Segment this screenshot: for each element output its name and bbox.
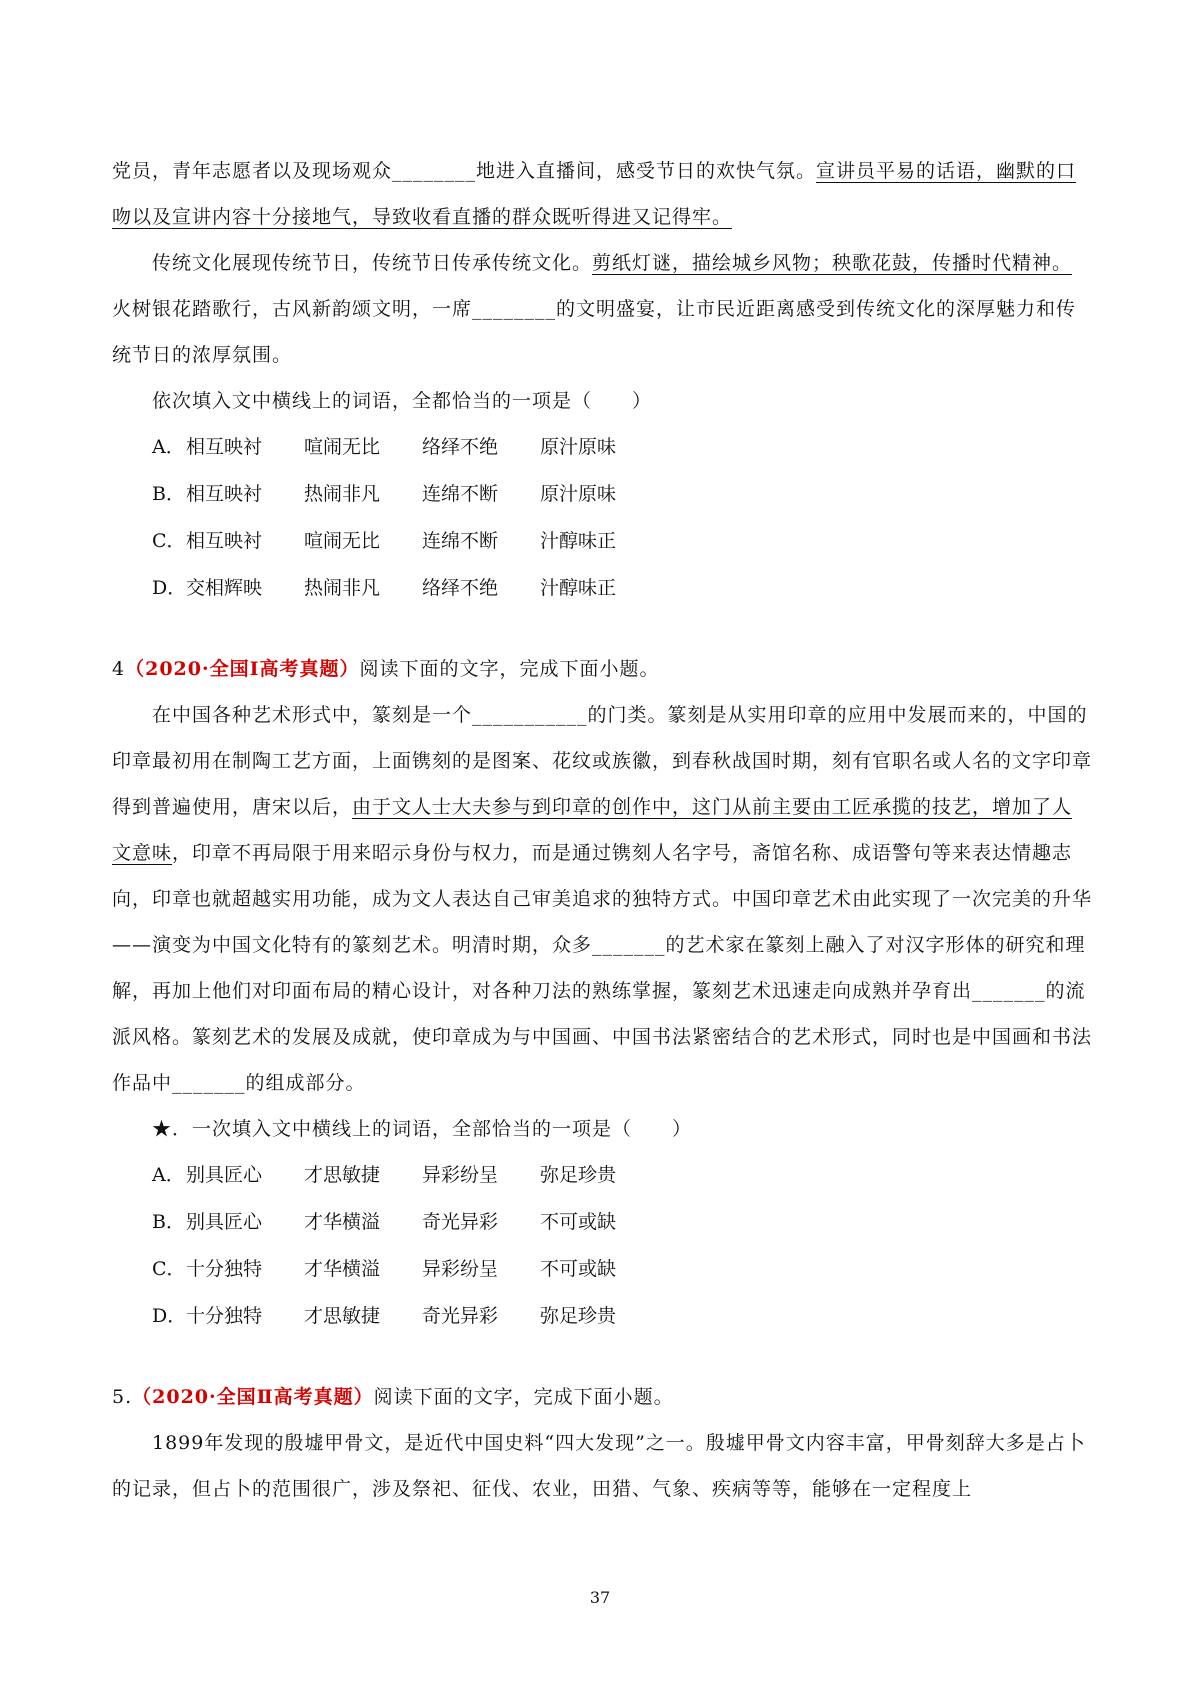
option-b: B．别具匠心 才华横溢 奇光异彩 不可或缺 [152,1211,617,1233]
question-4-prompt: ★．一次填入文中横线上的词语，全部恰当的一项是（ ） [152,1118,693,1140]
underlined-sentence: 宣讲员平易的话语，幽默的口吻以及宣讲内容十分接地气，导致收看直播的群众既听得进又记得牢。 [112,160,1077,228]
passage3-question: 依次填入文中横线上的词语，全都恰当的一项是（ ） [152,390,653,412]
underlined-sentence: 剪纸灯谜，描绘城乡风物；秧歌花鼓，传播时代精神。 [592,252,1073,274]
option-d: D．交相辉映 热闹非凡 络绎不绝 汁醇味正 [152,577,617,599]
option-a: A．相互映衬 喧闹无比 络绎不绝 原汁原味 [152,436,617,458]
passage3-paragraph-1: 党员，青年志愿者以及现场观众________地进入直播间，感受节日的欢快气氛。宣讲员平易的话语，幽默的口吻以及宣讲内容十分接地气，导致收看直播的群众既听得进又记得牢。 [112,160,1077,228]
option-c: C．十分独特 才华横溢 异彩纷呈 不可或缺 [152,1258,617,1280]
question-source: （2020·全国I高考真题） [125,658,360,680]
question-5-header: 5.（2020·全国Ⅱ高考真题）阅读下面的文字，完成下面小题。 [112,1386,674,1408]
passage3-paragraph-2: 传统文化展现传统节日，传统节日传承传统文化。剪纸灯谜，描绘城乡风物；秧歌花鼓，传播时代精神。火树银花踏歌行，古风新韵颂文明，一席________的文明盛宴，让市民近距离感受到传统文化的深厚魅力和传统节日的浓厚氛围。 [112,252,1077,366]
underlined-sentence: 由于文人士大夫参与到印章的创作中，这门从前主要由工匠承揽的技艺，增加了人文意味 [112,796,1073,864]
page-number: 37 [589,1588,611,1607]
option-d: D．十分独特 才思敏捷 奇光异彩 弥足珍贵 [152,1305,617,1327]
option-b: B．相互映衬 热闹非凡 连绵不断 原汁原味 [152,483,617,505]
option-c: C．相互映衬 喧闹无比 连绵不断 汁醇味正 [152,530,617,552]
option-a: A．别具匠心 才思敏捷 异彩纷呈 弥足珍贵 [152,1164,617,1186]
question-5-passage: 1899年发现的殷墟甲骨文，是近代中国史料“四大发现”之一。殷墟甲骨文内容丰富，甲骨刻辞大多是占卜的记录，但占卜的范围很广，涉及祭祀、征伐、农业，田猎、气象、疾病等等，能够在一定程度上 [112,1432,1086,1500]
page-content [112,148,1092,1512]
question-source: （2020·全国Ⅱ高考真题） [132,1386,374,1408]
question-4-options [112,1152,1092,1340]
question-4-passage: 在中国各种艺术形式中，篆刻是一个___________的门类。篆刻是从实用印章的应用中发展而来的，中国的印章最初用在制陶工艺方面，上面镌刻的是图案、花纹或族徽，到春秋战国时期，刻有官职名或人名的文字印章得到普遍使用，唐宋以后，由于文人士大夫参与到印章的创作中，这门从前主要由工匠承揽的技艺，增加了人文意味，印章不再局限于用来昭示身份与权力，而是通过镌刻人名字号，斋馆名称、成语警句等来表达情趣志向，印章也就超越实用功能，成为文人表达自己审美追求的独特方式。中国印章艺术由此实现了一次完美的升华——演变为中国文化特有的篆刻艺术。明清时期，众多_______的艺术家在篆刻上融入了对汉字形体的研究和理解，再加上他们对印面布局的精心设计，对各种刀法的熟练掌握，篆刻艺术迅速走向成熟并孕育出_______的流派风格。篆刻艺术的发展及成就，使印章成为与中国画、中国书法紧密结合的艺术形式，同时也是中国画和书法作品中_______的组成部分。 [112,704,1093,1094]
passage3-options [112,424,1092,612]
question-4-header: 4（2020·全国I高考真题）阅读下面的文字，完成下面小题。 [112,658,660,680]
